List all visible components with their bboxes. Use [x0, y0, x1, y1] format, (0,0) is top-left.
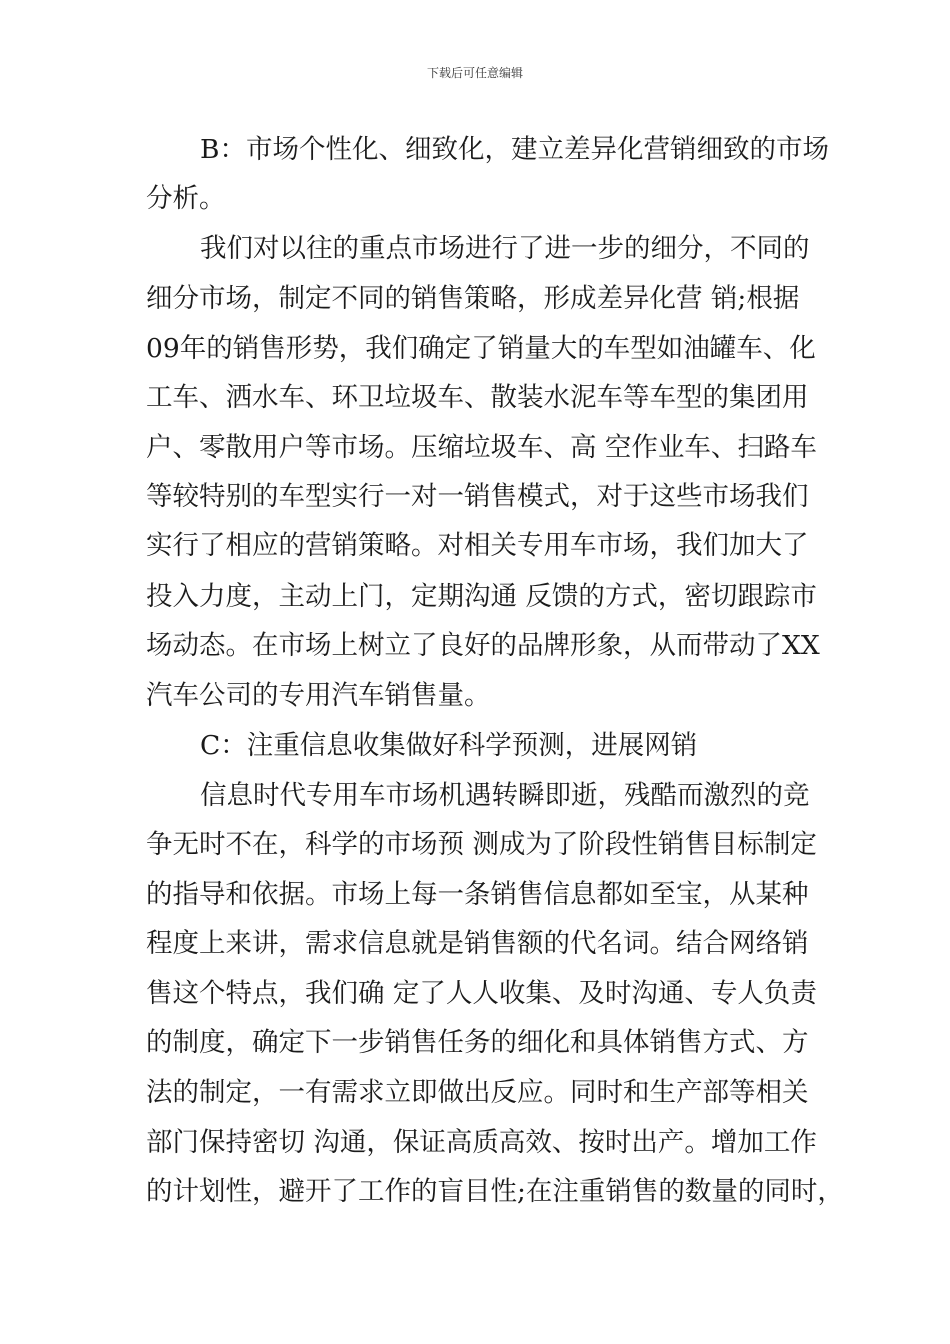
paragraph-start: 信息时代专用车市场机遇转瞬即逝，残酷而激烈的竞 — [200, 780, 810, 811]
text-line: 的指导和依据。市场上每一条销售信息都如至宝，从某种 — [146, 879, 809, 910]
text-line: 分析。 — [146, 183, 226, 214]
text-line: 法的制定，一有需求立即做出反应。同时和生产部等相关 — [146, 1077, 809, 1108]
text-line: 争无时不在，科学的市场预 测成为了阶段性销售目标制定 — [146, 829, 817, 860]
text-line: 细分市场，制定不同的销售策略，形成差异化营 销;根据 — [146, 283, 800, 314]
text-line: 的制度，确定下一步销售任务的细化和具体销售方式、方 — [146, 1027, 809, 1058]
text-line: 09年的销售形势，我们确定了销量大的车型如油罐车、化 — [146, 333, 816, 364]
text-line: 汽车公司的专用汽车销售量。 — [146, 680, 491, 711]
text-line: 程度上来讲，需求信息就是销售额的代名词。结合网络销 — [146, 928, 809, 959]
text-line: 工车、洒水车、环卫垃圾车、散装水泥车等车型的集团用 — [146, 382, 809, 413]
text-line: 的计划性，避开了工作的盲目性;在注重销售的数量的同时， — [146, 1176, 844, 1207]
heading-b: B：市场个性化、细致化，建立差异化营销细致的市场 — [200, 134, 829, 165]
heading-c: C：注重信息收集做好科学预测，进展网销 — [200, 730, 698, 761]
header-note: 下载后可任意编辑 — [426, 66, 523, 80]
text-line: 投入力度，主动上门，定期沟通 反馈的方式，密切跟踪市 — [146, 581, 817, 612]
text-line: 等较特别的车型实行一对一销售模式，对于这些市场我们 — [146, 481, 809, 512]
text-line: 实行了相应的营销策略。对相关专用车市场，我们加大了 — [146, 530, 809, 561]
text-line: 户、零散用户等市场。压缩垃圾车、高 空作业车、扫路车 — [146, 432, 817, 463]
text-line: 场动态。在市场上树立了良好的品牌形象，从而带动了XX — [146, 630, 820, 661]
paragraph-start: 我们对以往的重点市场进行了进一步的细分，不同的 — [200, 233, 810, 264]
text-line: 售这个特点，我们确 定了人人收集、及时沟通、专人负责 — [146, 978, 817, 1009]
text-line: 部门保持密切 沟通，保证高质高效、按时出产。增加工作 — [146, 1127, 817, 1158]
